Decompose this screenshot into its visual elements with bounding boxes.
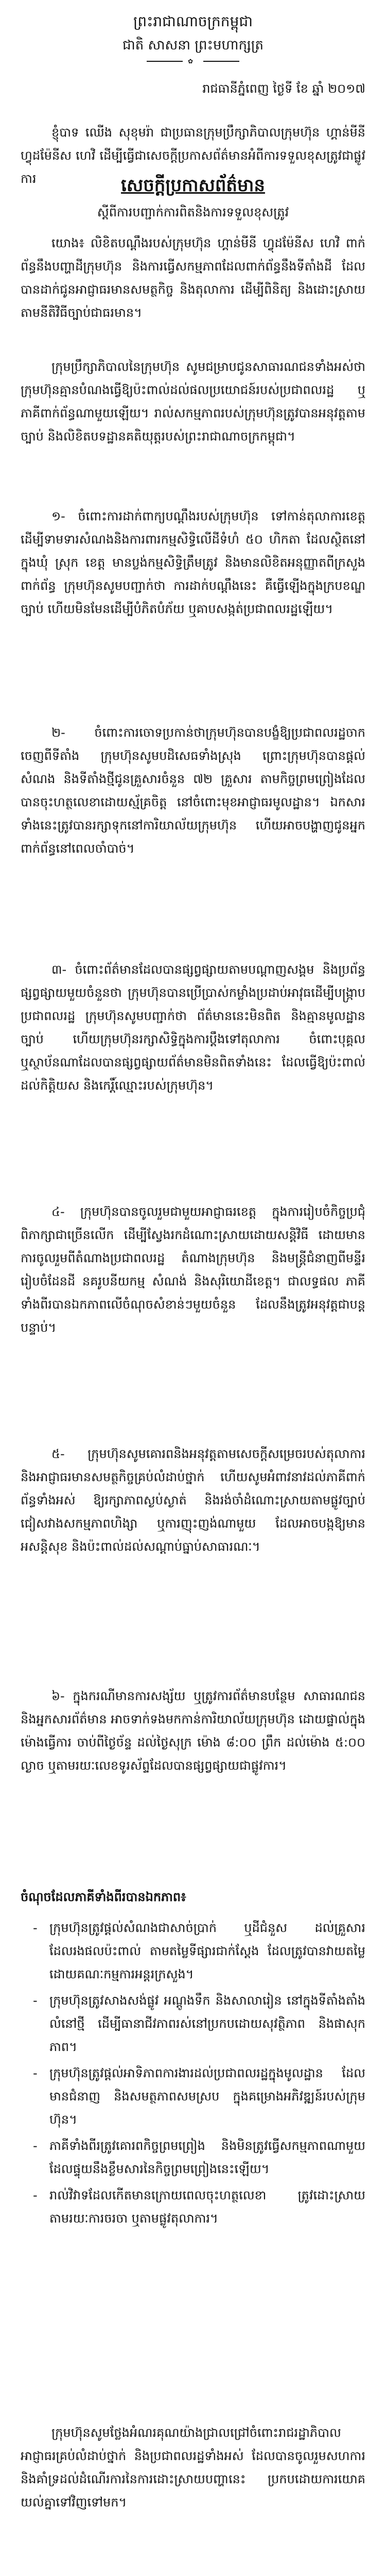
list-item: - ក្រុមហ៊ុនត្រូវផ្តល់អាទិភាពការងារដល់ប្រជាពលរដ្ឋក្នុងមូលដ្ឋាន ដែលមានជំនាញ និងសមត្ថភាពសមស្រប ក្នុងគម្រោងអភិវឌ្ឍន៍របស់ក្រុមហ៊ុន។ [21,2062,365,2131]
ornament-divider: ✿ [147,59,239,64]
national-motto: ជាតិ សាសនា ព្រះមហាក្សត្រ [122,38,264,53]
dateline: រាជធានីភ្នំពេញ ថ្ងៃទី ខែ ឆ្នាំ ២០១៧ [202,81,365,96]
document-subtitle: ស្តីពីការបញ្ជាក់ការពិតនិងការទទួលខុសត្រូវ [97,205,289,219]
list-item: - ក្រុមហ៊ុនត្រូវសាងសង់ផ្លូវ អណ្តូងទឹក និងសាលារៀន នៅក្នុងទីតាំងតាំងលំនៅថ្មី ដើម្បីធានាជីវភាពរស់នៅប្រកបដោយសុវត្ថិភាព និងផាសុកភាព។ [21,1989,365,2059]
point-paragraph-6: ៦- ក្នុងករណីមានការសង្ស័យ ឬត្រូវការព័ត៌មានបន្ថែម សាធារណជន និងអ្នកសារព័ត៌មាន អាចទាក់ទងមកកាន់ការិយាល័យក្រុមហ៊ុន ដោយផ្ទាល់ក្នុងម៉ោងធ្វើការ ចាប់ពីថ្ងៃច័ន្ទ ដល់ថ្ងៃសុក្រ ម៉ោង ៨:០០ ព្រឹក ដល់ម៉ោង ៥:០០ ល្ងាច ឬតាមរយៈលេខទូរស័ព្ទដែលបានផ្សព្វផ្សាយជាផ្លូវការ។ [21,1689,365,1773]
document-header [0,0,386,100]
agreement-list [21,1917,365,2233]
agreement-list-heading: ចំណុចដែលភាគីទាំងពីរបានឯកភាព៖ [21,1890,186,1904]
list-item: - ភាគីទាំងពីរត្រូវគោរពកិច្ចព្រមព្រៀង និងមិនត្រូវធ្វើសកម្មភាពណាមួយដែលផ្ទុយនឹងខ្លឹមសារនៃកិច្ចព្រមព្រៀងនេះឡើយ។ [21,2134,365,2181]
kingdom-heading: ព្រះរាជាណាចក្រកម្ពុជា [133,13,253,30]
intro-paragraph: ខ្ញុំបាទ ឈើង សុខុមរ៉ា ជាប្រធានក្រុមប្រឹក្សាភិបាលក្រុមហ៊ុន ហ្គាន់មីនី ហ្វុដម៉ែនីស ហេវិ ដើម្បីធ្វើជាសេចក្តីប្រកាសព័ត៌មានអំពីការទទួលខុសត្រូវជាផ្លូវការ [21,125,365,186]
document-title-block [21,170,365,224]
point-paragraph-2: ២- ចំពោះការចោទប្រកាន់ថាក្រុមហ៊ុនបានបង្ខំឱ្យប្រជាពលរដ្ឋចាកចេញពីទីតាំង ក្រុមហ៊ុនសូមបដិសេធទាំងស្រុង ព្រោះក្រុមហ៊ុនបានផ្តល់សំណង និងទីតាំងថ្មីជូនគ្រួសារចំនួន ៧២ គ្រួសារ តាមកិច្ចព្រមព្រៀងដែលបានចុះហត្ថលេខាដោយស្ម័គ្រចិត្ត នៅចំពោះមុខអាជ្ញាធរមូលដ្ឋាន។ ឯកសារទាំងនេះត្រូវបានរក្សាទុកនៅការិយាល័យក្រុមហ៊ុន ហើយអាចបង្ហាញជូនអ្នកពាក់ព័ន្ធនៅពេលចាំបាច់។ [21,725,365,856]
list-item: - ក្រុមហ៊ុនត្រូវផ្តល់សំណងជាសាច់ប្រាក់ ឬដីជំនួស ដល់គ្រួសារដែលរងផលប៉ះពាល់ តាមតម្លៃទីផ្សារជាក់ស្តែង ដែលត្រូវបានវាយតម្លៃដោយគណៈកម្មការអន្តរក្រសួង។ [21,1917,365,1986]
reference-paragraph: យោង៖ លិខិតបណ្តឹងរបស់ក្រុមហ៊ុន ហ្គាន់មីនី ហ្វុដម៉ែនីស ហេវិ ពាក់ព័ន្ធនឹងបញ្ហាដីក្រុមហ៊ុន និងការធ្វើសកម្មភាពដែលពាក់ព័ន្ធនឹងទីតាំងដី ដែលបានដាក់ជូនអាជ្ញាធរមានសមត្ថកិច្ច និងតុលាការ ដើម្បីពិនិត្យ និងដោះស្រាយតាមនីតិវិធីច្បាប់ជាធរមាន។ [21,236,365,320]
point-paragraph-5: ៥- ក្រុមហ៊ុនសូមគោរពនិងអនុវត្តតាមសេចក្តីសម្រេចរបស់តុលាការ និងអាជ្ញាធរមានសមត្ថកិច្ចគ្រប់លំដាប់ថ្នាក់ ហើយសូមអំពាវនាវដល់ភាគីពាក់ព័ន្ធទាំងអស់ ឱ្យរក្សាភាពស្ងប់ស្ងាត់ និងរង់ចាំដំណោះស្រាយតាមផ្លូវច្បាប់ ជៀសវាងសកម្មភាពហិង្សា ឬការញុះញង់ណាមួយ ដែលអាចបង្កឱ្យមានអសន្តិសុខ និងប៉ះពាល់ដល់សណ្តាប់ធ្នាប់សាធារណៈ។ [21,1447,365,1554]
list-item: - រាល់វិវាទដែលកើតមានក្រោយពេលចុះហត្ថលេខា ត្រូវដោះស្រាយតាមរយៈការចរចា ឬតាមផ្លូវតុលាការ។ [21,2184,365,2230]
document-title: សេចក្តីប្រកាសព័ត៌មាន [121,175,265,196]
point-paragraph-3: ៣- ចំពោះព័ត៌មានដែលបានផ្សព្វផ្សាយតាមបណ្តាញសង្គម និងប្រព័ន្ធផ្សព្វផ្សាយមួយចំនួនថា ក្រុមហ៊ុនបានប្រើប្រាស់កម្លាំងប្រដាប់អាវុធដើម្បីបង្ក្រាបប្រជាពលរដ្ឋ ក្រុមហ៊ុនសូមបញ្ជាក់ថា ព័ត៌មាននេះមិនពិត និងគ្មានមូលដ្ឋានច្បាប់ ហើយក្រុមហ៊ុនរក្សាសិទ្ធិក្នុងការប្តឹងទៅតុលាការ ចំពោះបុគ្គល ឬស្ថាប័នណាដែលបានផ្សព្វផ្សាយព័ត៌មានមិនពិតទាំងនេះ ដែលធ្វើឱ្យប៉ះពាល់ដល់កិត្តិយស និងកេរ្តិ៍ឈ្មោះរបស់ក្រុមហ៊ុន។ [21,962,365,1093]
closing-paragraph-1: ក្រុមហ៊ុនសូមថ្លែងអំណរគុណយ៉ាងជ្រាលជ្រៅចំពោះរាជរដ្ឋាភិបាល អាជ្ញាធរគ្រប់លំដាប់ថ្នាក់ និងប្រជាពលរដ្ឋទាំងអស់ ដែលបានចូលរួមសហការ និងគាំទ្រដល់ដំណើរការនៃការដោះស្រាយបញ្ហានេះ ប្រកបដោយការយោគយល់គ្នាទៅវិញទៅមក។ [21,2426,365,2510]
point-paragraph-1: ១- ចំពោះការដាក់ពាក្យបណ្តឹងរបស់ក្រុមហ៊ុន ទៅកាន់តុលាការខេត្ត ដើម្បីទាមទារសំណងនិងការពារកម្មសិទ្ធិលើដីទំហំ ៥០ ហិកតា ដែលស្ថិតនៅក្នុងឃុំ ស្រុក ខេត្ត មានប្លង់កម្មសិទ្ធិត្រឹមត្រូវ និងមានលិខិតអនុញ្ញាតពីក្រសួងពាក់ព័ន្ធ ក្រុមហ៊ុនសូមបញ្ជាក់ថា ការដាក់បណ្តឹងនេះ គឺធ្វើឡើងក្នុងក្របខណ្ឌច្បាប់ ហើយមិនមែនដើម្បីបំភិតបំភ័យ ឬគាបសង្កត់ប្រជាពលរដ្ឋឡើយ។ [21,509,365,616]
point-paragraph-4: ៤- ក្រុមហ៊ុនបានចូលរួមជាមួយអាជ្ញាធរខេត្ត ក្នុងការរៀបចំកិច្ចប្រជុំពិភាក្សាជាច្រើនលើក ដើម្បីស្វែងរកដំណោះស្រាយដោយសន្តិវិធី ដោយមានការចូលរួមពីតំណាងប្រជាពលរដ្ឋ តំណាងក្រុមហ៊ុន និងមន្ត្រីជំនាញពីមន្ទីររៀបចំដែនដី នគរូបនីយកម្ម សំណង់ និងសុរិយោដីខេត្ត។ ជាលទ្ធផល ភាគីទាំងពីរបានឯកភាពលើចំណុចសំខាន់ៗមួយចំនួន ដែលនឹងត្រូវអនុវត្តជាបន្តបន្ទាប់។ [21,1205,365,1335]
body-paragraph-1: ក្រុមប្រឹក្សាភិបាលនៃក្រុមហ៊ុន សូមជម្រាបជូនសាធារណជនទាំងអស់ថា ក្រុមហ៊ុនគ្មានបំណងធ្វើឱ្យប៉ះពាល់ដល់ផលប្រយោជន៍របស់ប្រជាពលរដ្ឋ ឬភាគីពាក់ព័ន្ធណាមួយឡើយ។ រាល់សកម្មភាពរបស់ក្រុមហ៊ុនត្រូវបានអនុវត្តតាមច្បាប់ និងលិខិតបទដ្ឋានគតិយុត្តរបស់ព្រះរាជាណាចក្រកម្ពុជា។ [21,360,365,444]
